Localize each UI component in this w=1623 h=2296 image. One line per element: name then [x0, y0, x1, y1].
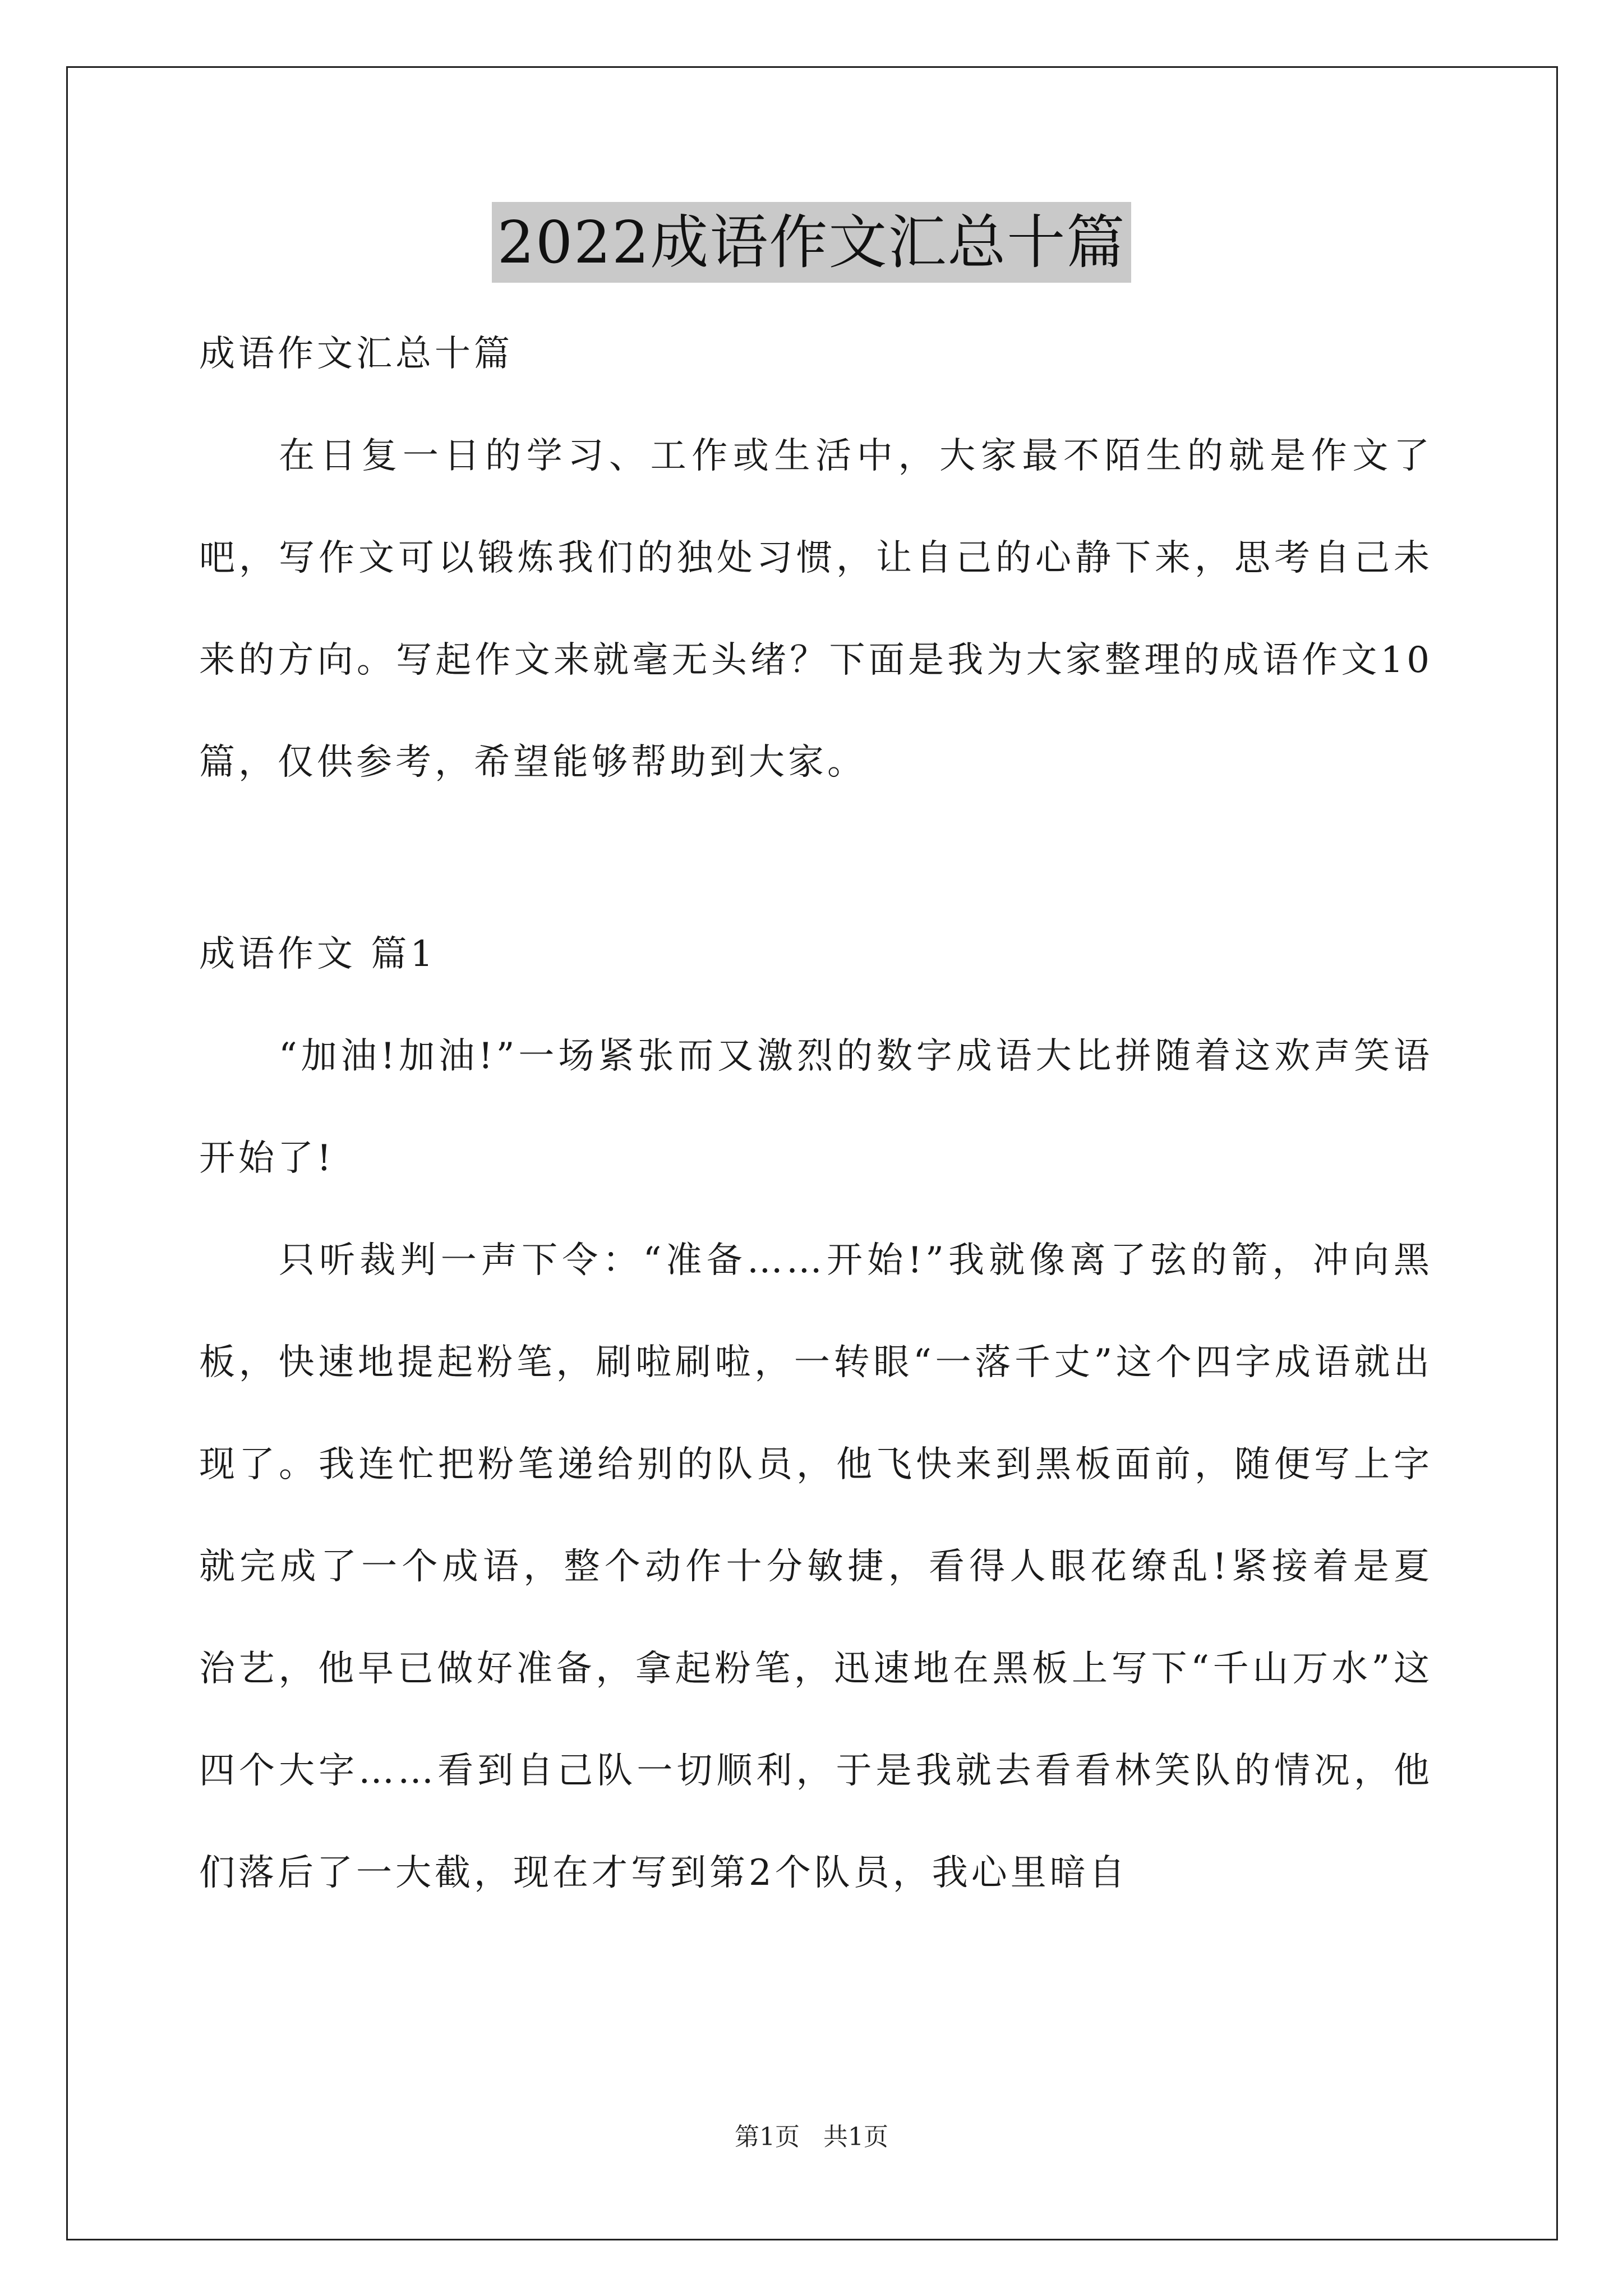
document-subtitle: 成语作文汇总十篇: [199, 333, 513, 375]
body-paragraph-2: 只听裁判一声下令：“准备……开始!”我就像离了弦的箭，冲向黑板，快速地提起粉笔，刷啦刷啦，一转眼“一落千丈”这个四字成语就出现了。我连忙把粉笔递给别的队员，他飞快来到黑板面前，随便写上字就完成了一个成语，整个动作十分敏捷，看得人眼花缭乱!紧接着是夏治艺，他早已做好准备，拿起粉笔，迅速地在黑板上写下“千山万水”这四个大字……看到自己队一切顺利，于是我就去看看林笑队的情况，他们落后了一大截，现在才写到第2个队员，我心里暗自: [199, 1240, 1433, 1894]
page-number: 第1页: [735, 2123, 800, 2151]
page-footer: [0, 2120, 1623, 2154]
body-paragraph-1: “加油!加油!”一场紧张而又激烈的数字成语大比拼随着这欢声笑语开始了!: [199, 1036, 1433, 1179]
section-gap: [199, 813, 1433, 903]
document-title: 2022成语作文汇总十篇: [492, 202, 1132, 283]
page-total: 共1页: [823, 2123, 888, 2151]
section-heading: 成语作文 篇1: [199, 933, 437, 975]
document-body: [199, 303, 1433, 1924]
title-container: [0, 202, 1623, 283]
intro-paragraph: 在日复一日的学习、工作或生活中，大家最不陌生的就是作文了吧，写作文可以锻炼我们的独处习惯，让自己的心静下来，思考自己未来的方向。写起作文来就毫无头绪？下面是我为大家整理的成语作文10篇，仅供参考，希望能够帮助到大家。: [199, 435, 1433, 783]
